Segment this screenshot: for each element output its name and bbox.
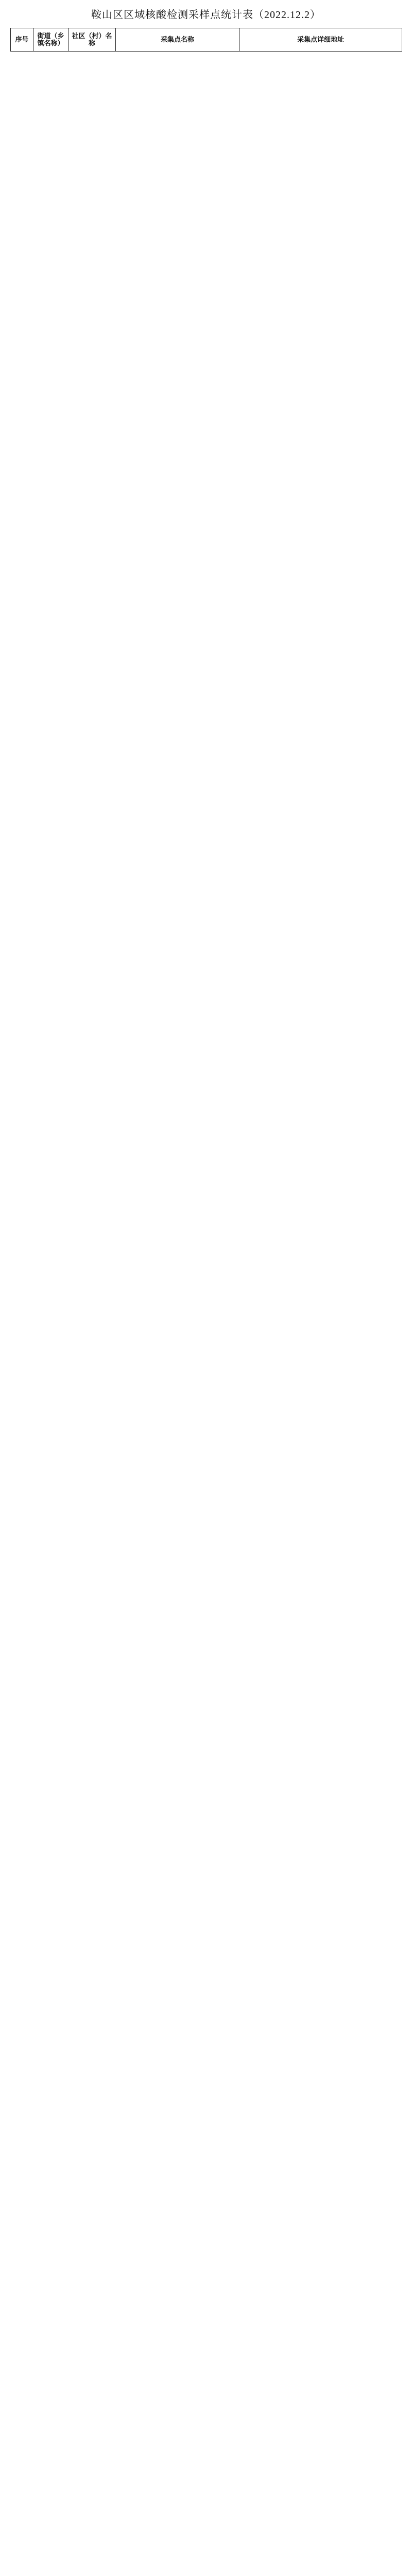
header-street: 街道（乡镇名称） [33, 28, 68, 52]
table [10, 28, 402, 52]
page-title: 鞍山区区域核酸检测采样点统计表（2022.12.2） [91, 9, 321, 21]
header-address: 采集点详细地址 [239, 28, 402, 52]
header-index: 序号 [11, 28, 33, 52]
table-header [11, 28, 402, 52]
sampling-site-table [10, 28, 402, 2576]
header-community: 社区（村）名称 [68, 28, 116, 52]
header-row [11, 28, 402, 52]
header-site: 采集点名称 [116, 28, 239, 52]
